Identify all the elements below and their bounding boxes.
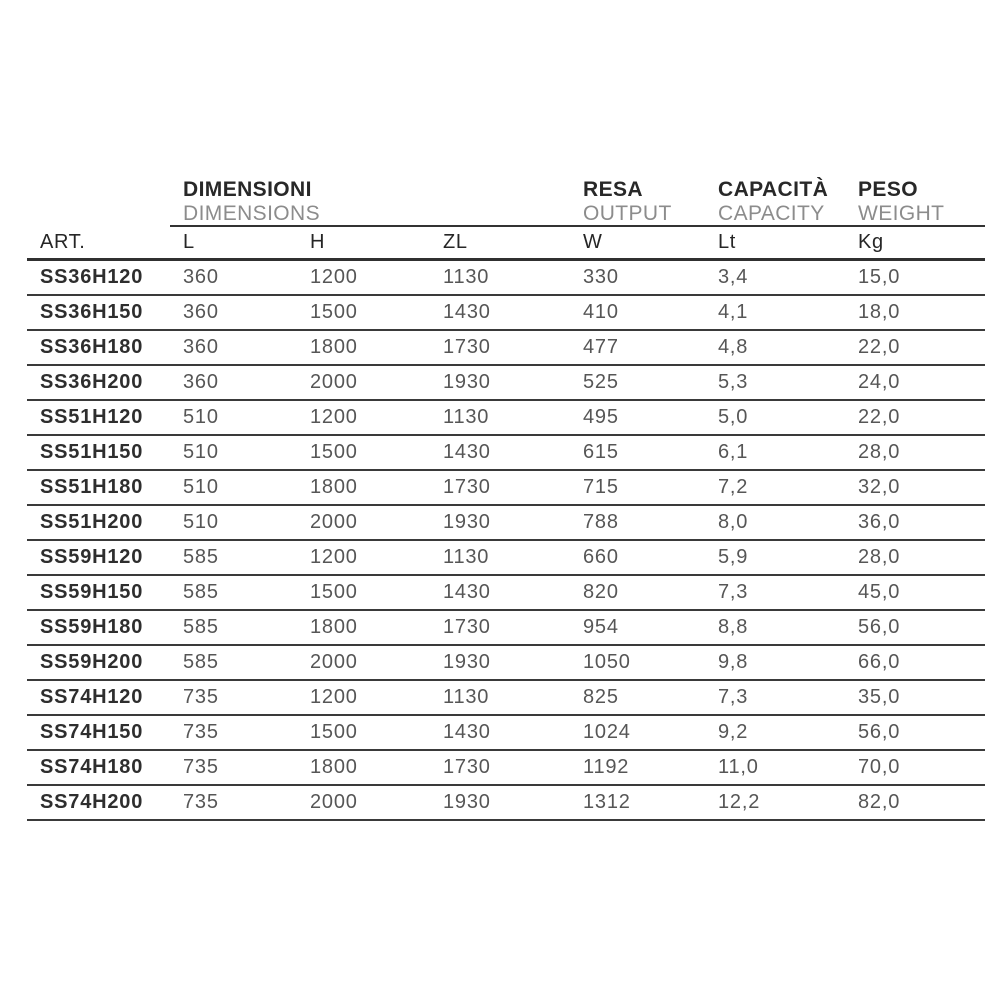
value-cell: 1500 bbox=[310, 301, 358, 323]
value-cell: 495 bbox=[583, 406, 619, 428]
value-cell: 1312 bbox=[583, 791, 631, 813]
column-group-dimensions bbox=[183, 176, 583, 225]
group-label-english: DIMENSIONS bbox=[183, 202, 321, 225]
art-cell: SS59H200 bbox=[40, 651, 144, 673]
value-cell: 1500 bbox=[310, 581, 358, 603]
column-header-kg: Kg bbox=[858, 231, 884, 253]
art-cell: SS59H150 bbox=[40, 581, 144, 603]
value-cell: 18,0 bbox=[858, 301, 901, 323]
value-cell: 477 bbox=[583, 336, 619, 358]
value-cell: 1800 bbox=[310, 616, 358, 638]
value-cell: 735 bbox=[183, 686, 219, 708]
value-cell: 32,0 bbox=[858, 476, 901, 498]
value-cell: 7,3 bbox=[718, 686, 749, 708]
group-label-english: WEIGHT bbox=[858, 202, 945, 225]
value-cell: 1430 bbox=[443, 721, 491, 743]
value-cell: 36,0 bbox=[858, 511, 901, 533]
value-cell: 28,0 bbox=[858, 546, 901, 568]
table-row bbox=[27, 331, 985, 366]
value-cell: 6,1 bbox=[718, 441, 749, 463]
value-cell: 1200 bbox=[310, 406, 358, 428]
value-cell: 615 bbox=[583, 441, 619, 463]
value-cell: 510 bbox=[183, 511, 219, 533]
value-cell: 22,0 bbox=[858, 406, 901, 428]
value-cell: 5,0 bbox=[718, 406, 749, 428]
art-cell: SS51H180 bbox=[40, 476, 144, 498]
value-cell: 45,0 bbox=[858, 581, 901, 603]
value-cell: 66,0 bbox=[858, 651, 901, 673]
value-cell: 56,0 bbox=[858, 616, 901, 638]
value-cell: 1730 bbox=[443, 616, 491, 638]
value-cell: 1430 bbox=[443, 581, 491, 603]
value-cell: 735 bbox=[183, 756, 219, 778]
column-group-weight bbox=[858, 176, 972, 225]
value-cell: 4,8 bbox=[718, 336, 749, 358]
value-cell: 22,0 bbox=[858, 336, 901, 358]
column-header-l: L bbox=[183, 231, 195, 253]
value-cell: 8,0 bbox=[718, 511, 749, 533]
table-row bbox=[27, 751, 985, 786]
value-cell: 360 bbox=[183, 371, 219, 393]
value-cell: 15,0 bbox=[858, 266, 901, 288]
value-cell: 788 bbox=[583, 511, 619, 533]
table-row bbox=[27, 471, 985, 506]
column-header-w: W bbox=[583, 231, 603, 253]
value-cell: 1930 bbox=[443, 651, 491, 673]
value-cell: 5,3 bbox=[718, 371, 749, 393]
value-cell: 735 bbox=[183, 721, 219, 743]
table-row bbox=[27, 401, 985, 436]
art-cell: SS51H120 bbox=[40, 406, 144, 428]
table-body bbox=[27, 261, 985, 821]
spec-table bbox=[27, 176, 985, 821]
value-cell: 1200 bbox=[310, 546, 358, 568]
column-header-lt: Lt bbox=[718, 231, 736, 253]
value-cell: 1430 bbox=[443, 301, 491, 323]
value-cell: 715 bbox=[583, 476, 619, 498]
art-cell: SS59H120 bbox=[40, 546, 144, 568]
value-cell: 660 bbox=[583, 546, 619, 568]
value-cell: 1130 bbox=[443, 686, 490, 708]
value-cell: 2000 bbox=[310, 651, 358, 673]
value-cell: 2000 bbox=[310, 791, 358, 813]
table-row bbox=[27, 786, 985, 821]
table-row bbox=[27, 611, 985, 646]
column-group-capacity bbox=[718, 176, 858, 225]
table-row bbox=[27, 436, 985, 471]
value-cell: 7,3 bbox=[718, 581, 749, 603]
group-label-english: CAPACITY bbox=[718, 202, 825, 225]
art-cell: SS74H180 bbox=[40, 756, 144, 778]
value-cell: 7,2 bbox=[718, 476, 749, 498]
value-cell: 954 bbox=[583, 616, 619, 638]
value-cell: 82,0 bbox=[858, 791, 901, 813]
table-row bbox=[27, 646, 985, 681]
value-cell: 2000 bbox=[310, 511, 358, 533]
value-cell: 1130 bbox=[443, 406, 490, 428]
value-cell: 8,8 bbox=[718, 616, 749, 638]
art-cell: SS36H200 bbox=[40, 371, 144, 393]
table-row bbox=[27, 506, 985, 541]
value-cell: 24,0 bbox=[858, 371, 901, 393]
value-cell: 360 bbox=[183, 266, 219, 288]
value-cell: 28,0 bbox=[858, 441, 901, 463]
value-cell: 35,0 bbox=[858, 686, 901, 708]
value-cell: 510 bbox=[183, 476, 219, 498]
art-cell: SS36H120 bbox=[40, 266, 144, 288]
value-cell: 525 bbox=[583, 371, 619, 393]
subheader-row bbox=[27, 227, 985, 261]
value-cell: 1930 bbox=[443, 791, 491, 813]
group-label-italian: CAPACITÀ bbox=[718, 178, 829, 201]
value-cell: 360 bbox=[183, 301, 219, 323]
value-cell: 11,0 bbox=[718, 756, 759, 778]
group-header-row bbox=[27, 176, 985, 225]
group-label-italian: DIMENSIONI bbox=[183, 178, 312, 201]
value-cell: 585 bbox=[183, 616, 219, 638]
value-cell: 330 bbox=[583, 266, 619, 288]
art-cell: SS74H120 bbox=[40, 686, 144, 708]
value-cell: 56,0 bbox=[858, 721, 901, 743]
value-cell: 825 bbox=[583, 686, 619, 708]
value-cell: 1050 bbox=[583, 651, 631, 673]
value-cell: 510 bbox=[183, 406, 219, 428]
value-cell: 1500 bbox=[310, 441, 358, 463]
column-group-output bbox=[583, 176, 718, 225]
value-cell: 1800 bbox=[310, 476, 358, 498]
value-cell: 360 bbox=[183, 336, 219, 358]
value-cell: 1730 bbox=[443, 756, 491, 778]
value-cell: 9,8 bbox=[718, 651, 749, 673]
table-row bbox=[27, 681, 985, 716]
value-cell: 510 bbox=[183, 441, 219, 463]
value-cell: 5,9 bbox=[718, 546, 749, 568]
column-header-zl: ZL bbox=[443, 231, 468, 253]
table-row bbox=[27, 366, 985, 401]
value-cell: 9,2 bbox=[718, 721, 749, 743]
value-cell: 1730 bbox=[443, 476, 491, 498]
art-cell: SS36H180 bbox=[40, 336, 144, 358]
value-cell: 820 bbox=[583, 581, 619, 603]
art-cell: SS36H150 bbox=[40, 301, 144, 323]
value-cell: 1192 bbox=[583, 756, 630, 778]
value-cell: 2000 bbox=[310, 371, 358, 393]
table-row bbox=[27, 716, 985, 751]
art-cell: SS51H200 bbox=[40, 511, 144, 533]
column-header-h: H bbox=[310, 231, 326, 253]
value-cell: 1800 bbox=[310, 756, 358, 778]
value-cell: 1024 bbox=[583, 721, 631, 743]
table-row bbox=[27, 296, 985, 331]
value-cell: 1130 bbox=[443, 546, 490, 568]
value-cell: 1800 bbox=[310, 336, 358, 358]
value-cell: 1200 bbox=[310, 686, 358, 708]
value-cell: 1930 bbox=[443, 371, 491, 393]
art-cell: SS51H150 bbox=[40, 441, 144, 463]
value-cell: 1730 bbox=[443, 336, 491, 358]
group-label-italian: PESO bbox=[858, 178, 918, 201]
value-cell: 1500 bbox=[310, 721, 358, 743]
value-cell: 12,2 bbox=[718, 791, 761, 813]
group-label-italian: RESA bbox=[583, 178, 643, 201]
value-cell: 1930 bbox=[443, 511, 491, 533]
table-row bbox=[27, 261, 985, 296]
group-label-english: OUTPUT bbox=[583, 202, 672, 225]
value-cell: 585 bbox=[183, 546, 219, 568]
art-cell: SS59H180 bbox=[40, 616, 144, 638]
value-cell: 4,1 bbox=[718, 301, 749, 323]
art-cell: SS74H200 bbox=[40, 791, 144, 813]
value-cell: 585 bbox=[183, 651, 219, 673]
column-header-art: ART. bbox=[40, 231, 86, 253]
table-row bbox=[27, 576, 985, 611]
value-cell: 1430 bbox=[443, 441, 491, 463]
value-cell: 1130 bbox=[443, 266, 490, 288]
value-cell: 585 bbox=[183, 581, 219, 603]
value-cell: 3,4 bbox=[718, 266, 749, 288]
value-cell: 70,0 bbox=[858, 756, 901, 778]
value-cell: 410 bbox=[583, 301, 619, 323]
value-cell: 735 bbox=[183, 791, 219, 813]
value-cell: 1200 bbox=[310, 266, 358, 288]
table-row bbox=[27, 541, 985, 576]
art-cell: SS74H150 bbox=[40, 721, 144, 743]
